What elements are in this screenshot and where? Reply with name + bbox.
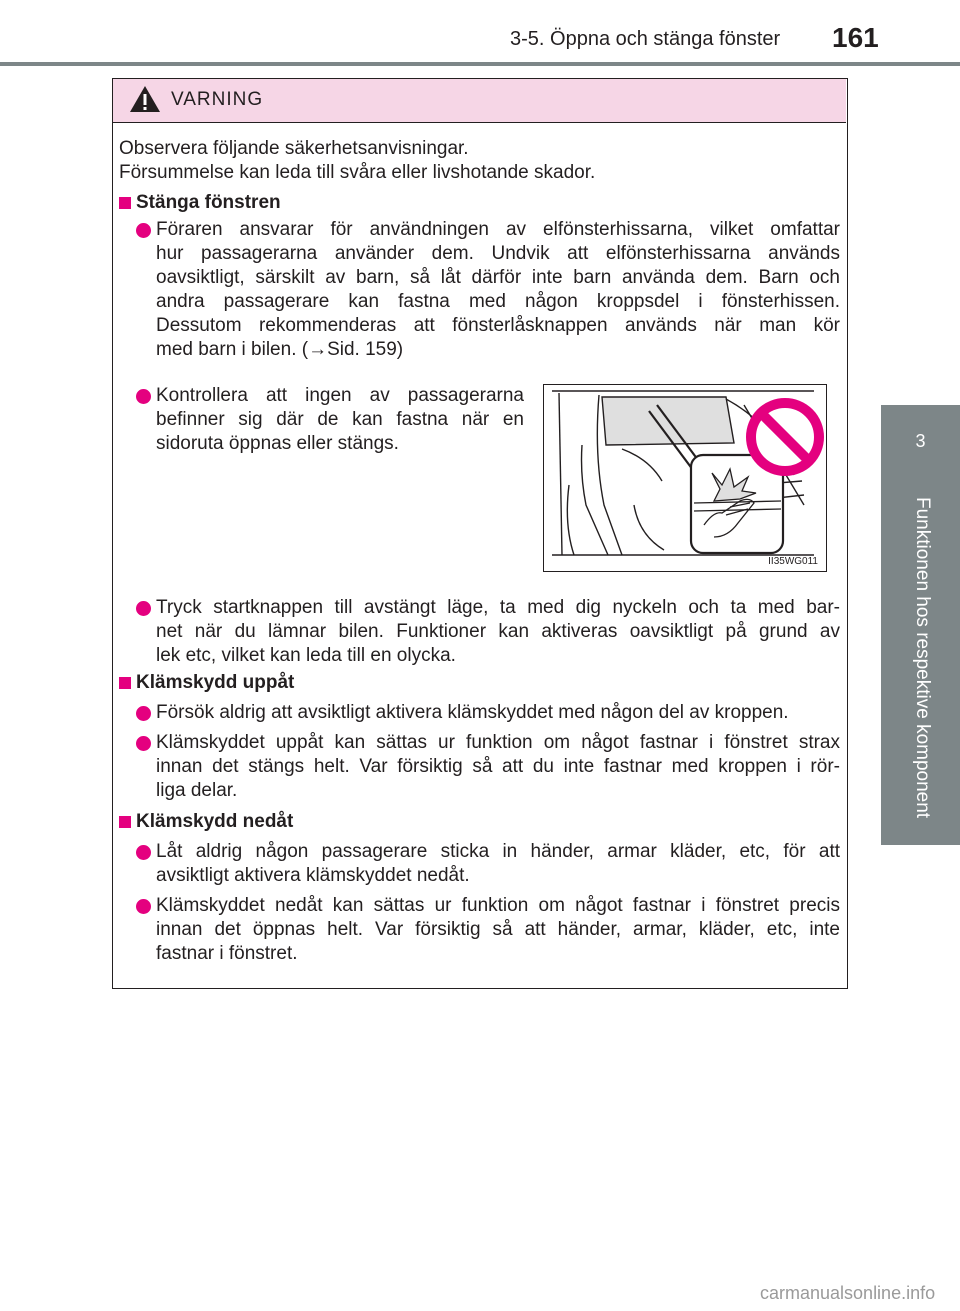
section-heading-stanga-fonstren: Stänga fönstren xyxy=(136,192,281,213)
watermark: carmanualsonline.info xyxy=(760,1283,936,1303)
warning-label: VARNING xyxy=(171,89,264,110)
paragraph-start-button: Tryck startknappen till avstängt läge, ta med dig nyckeln och ta med bar- net när du lämnar bilen. Funktioner kan aktiveras oavsiktligt på grund av lek etc, vilket kan leda till en olycka. xyxy=(156,597,840,666)
warning-intro-line-1: Observera följande säkerhetsanvisningar. xyxy=(119,138,469,159)
bullet-dot xyxy=(136,389,151,404)
section-heading-klamskydd-uppat: Klämskydd uppåt xyxy=(136,672,295,693)
paragraph-check-passengers: Kontrollera att ingen av passagerarna befinner sig där de kan fastna när en sidoruta öppnas eller stängs. xyxy=(156,385,524,454)
section-marker xyxy=(119,816,131,828)
paragraph-pinch-up-disabled: Klämskyddet uppåt kan sättas ur funktion om något fastnar i fönstret strax innan det stängs helt. Var försiktig så att du inte fastnar med kroppen i rör- liga delar. xyxy=(156,732,840,801)
illustration-window-pinch xyxy=(543,384,827,572)
bullet-dot xyxy=(136,601,151,616)
paragraph-no-hands: Låt aldrig någon passagerare sticka in händer, armar kläder, etc, för att avsiktligt aktivera klämskyddet nedåt. xyxy=(156,841,840,886)
section-title: 3-5. Öppna och stänga fönster xyxy=(510,28,781,50)
header-divider xyxy=(0,62,960,66)
warning-triangle-icon xyxy=(129,85,161,113)
chapter-title: Funktionen hos respektive komponent xyxy=(912,497,933,819)
bullet-dot xyxy=(136,706,151,721)
paragraph-pinch-down-disabled: Klämskyddet nedåt kan sättas ur funktion om något fastnar i fönstret precis innan det öppnas helt. Var försiktig så att händer, armar, kläder, etc, inte fastnar i fönstret. xyxy=(156,895,840,964)
illustration-code: II35WG011 xyxy=(768,556,818,567)
bullet-dot xyxy=(136,736,151,751)
car-window-pinch-illustration xyxy=(544,385,825,570)
paragraph-never-activate: Försök aldrig att avsiktligt aktivera klämskyddet med någon del av kroppen. xyxy=(156,702,789,723)
bullet-dot xyxy=(136,845,151,860)
chapter-number: 3 xyxy=(915,431,926,451)
section-heading-klamskydd-nedat: Klämskydd nedåt xyxy=(136,811,294,832)
bullet-dot xyxy=(136,899,151,914)
chapter-side-tab xyxy=(881,405,960,845)
bullet-dot xyxy=(136,223,151,238)
section-marker xyxy=(119,197,131,209)
page-number: 161 xyxy=(832,22,879,53)
warning-intro-line-2: Försummelse kan leda till svåra eller livshotande skador. xyxy=(119,162,596,183)
warning-header xyxy=(113,79,846,123)
paragraph-driver-responsibility: Föraren ansvarar för användningen av elfönsterhissarna, vilket omfattar hur passagerarna använder dem. Undvik att elfönsterhissarna används oavsiktligt, särskilt av barn, så låt därför inte barn använda dem. Barn och andra passagerare kan fastna med någon kroppsdel i fönsterhissen. Dessutom rekommenderas att fönsterlåsknappen används när man kör med barn i bilen. (→Sid. 159) xyxy=(156,219,840,360)
section-marker xyxy=(119,677,131,689)
warning-box xyxy=(112,78,848,989)
